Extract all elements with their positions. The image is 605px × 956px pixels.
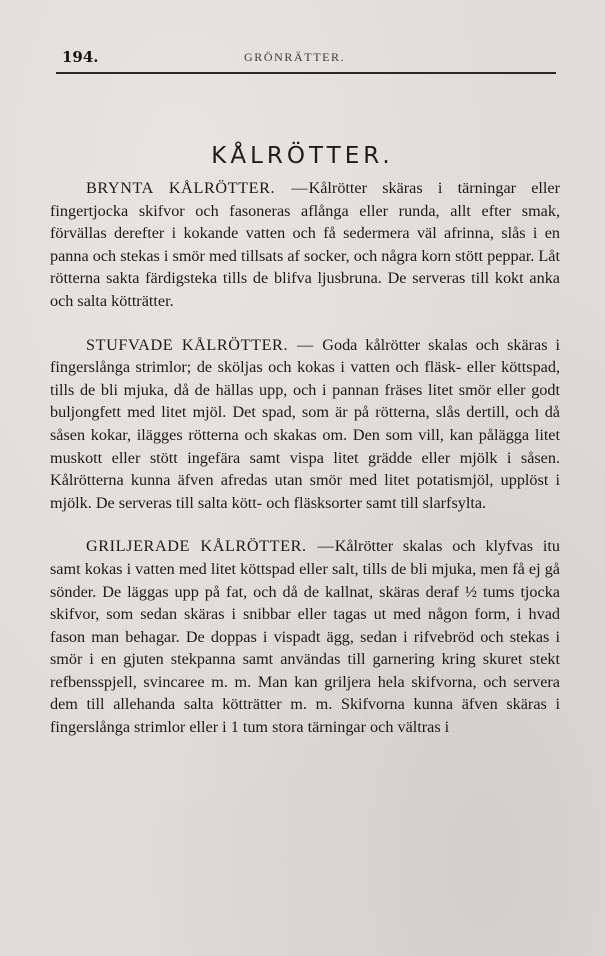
page-header [56, 46, 556, 74]
recipe-text: Kålrötter skalas och klyfvas itu samt kokas i vatten med litet köttspad eller salt, tills de bli mjuka, men få ej gå sönder. De läggas upp på fat, och då de kallnat, skäras deraf ½ tums tjocka skifvor, som sedan skäras i snibbar eller tagas ut med någon form, i hvad fason man behagar. De doppas i vispadt ägg, sedan i rifvebröd och stekas i smör i en gjuten stekpanna samt användas till garnering kring skuret stekt refbensspjell, svincaree m. m. Man kan griljera hela skifvorna, och servera dem till allehanda salta kötträtter m. m. Skifvorna kunna äfven skäras i fingerslånga strimlor eller i 1 tum stora tärningar och vältras i [50, 537, 560, 737]
recipe-text: Kålrötter skäras i tärningar eller fingertjocka skifvor och fasoneras aflånga eller runda, allt efter smak, förvällas derefter i kokande vatten och få sedermera väl afrinna, slås i en panna och stekas i smör med tillsats af socker, och några korn stött peppar. Låt rötterna sakta färdigsteka tills de blifva ljusbruna. De serveras till kokt anka och salta kötträtter. [50, 179, 560, 310]
header-rule [56, 72, 556, 74]
title-dash: — [317, 537, 334, 556]
recipe-title: GRILJERADE KÅLRÖTTER. [86, 537, 307, 556]
chapter-title: KÅLRÖTTER. [211, 143, 394, 169]
recipe-text: Goda kålrötter skalas och skäras i fingerslånga strimlor; de sköljas och kokas i vatten och fläsk- eller köttspad, tills de bli mjuka, då de hällas upp, och i pannan fräses litet smör eller godt buljongfett med litet mjöl. Det spad, som är på rötterna, slås dertill, och då såsen kokar, ilägges rötterna och skakas om. Den som vill, kan pålägga litet muskott eller stött ingefära samt vispa litet grädde eller mjölk i såsen. Kålrötterna kunna äfven afredas utan smör med litet potatismjöl, upplöst i mjölk. De serveras till salta kött- och fläsksorter samt till slarfsylta. [50, 335, 561, 512]
title-dash: — [297, 335, 314, 354]
title-dash: — [291, 179, 308, 197]
recipe-stufvade [50, 334, 560, 515]
body-text [50, 177, 560, 739]
recipe-title: BRYNTA KÅLRÖTTER. [86, 179, 276, 197]
recipe-griljerade [50, 535, 560, 738]
running-head: GRÖNRÄTTER. [244, 50, 346, 64]
recipe-brynta [50, 177, 560, 313]
recipe-title: STUFVADE KÅLRÖTTER. [86, 335, 289, 354]
page-number: 194. [62, 48, 99, 66]
